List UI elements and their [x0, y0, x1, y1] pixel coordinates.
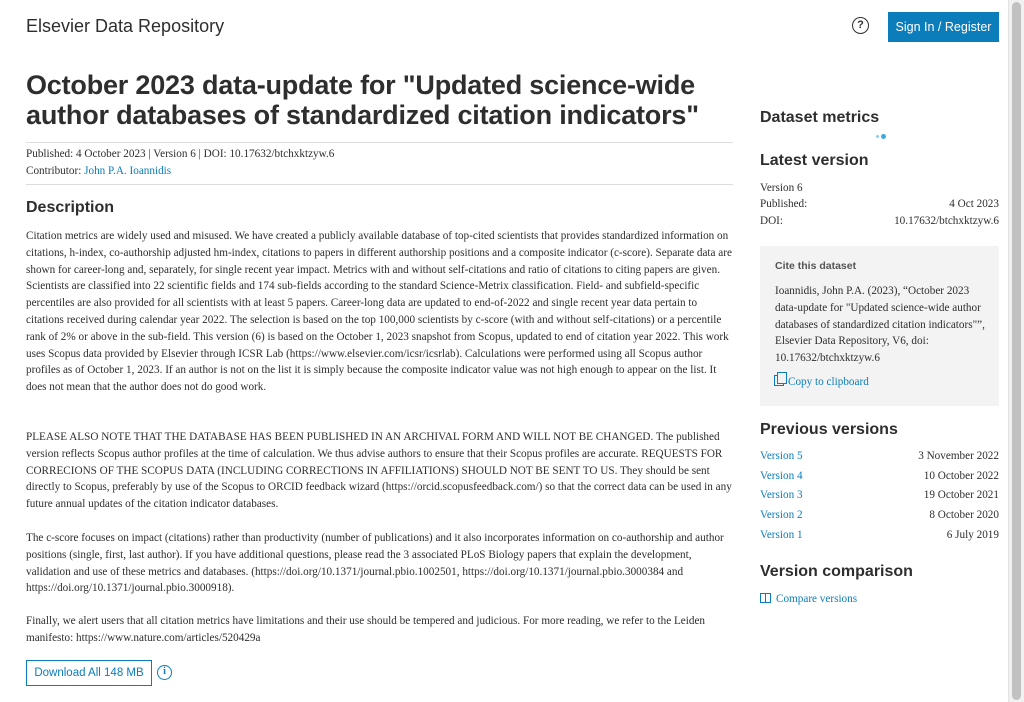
- version-comparison-heading: Version comparison: [760, 563, 913, 580]
- previous-version-row: [760, 509, 999, 525]
- divider: [26, 142, 733, 143]
- version-link[interactable]: Version 1: [760, 529, 803, 541]
- previous-version-row: [760, 489, 999, 505]
- version-date: 3 November 2022: [918, 450, 999, 462]
- cite-dataset-label: Cite this dataset: [775, 260, 857, 272]
- page-scrollbar[interactable]: [1008, 0, 1024, 702]
- dataset-metrics-heading: Dataset metrics: [760, 109, 880, 126]
- citation-text: Ioannidis, John P.A. (2023), “October 2023 data-update for "Updated science-wide author databases of standardized citation indicators"”, Elsevier Data Repository, V6, doi: 10.17632/btchxktzyw.6: [775, 285, 985, 365]
- description-paragraph: Finally, we alert users that all citation metrics have limitations and their use should be tempered and judicious. For more reading, we refer to the Leiden manifesto: https://www.nature.com/articles/520429a: [26, 615, 706, 644]
- version-link[interactable]: Version 3: [760, 489, 803, 501]
- download-all-button[interactable]: Download All 148 MB: [26, 660, 152, 686]
- previous-version-row: [760, 450, 999, 466]
- sign-in-register-button[interactable]: Sign In / Register: [888, 12, 999, 42]
- compare-icon: [760, 593, 771, 603]
- previous-version-row: [760, 529, 999, 545]
- contributor-link[interactable]: John P.A. Ioannidis: [84, 165, 172, 177]
- doi-label: DOI:: [760, 215, 783, 227]
- version-link[interactable]: Version 4: [760, 470, 803, 482]
- loading-dots-icon: [876, 134, 890, 140]
- version-date: 8 October 2020: [929, 509, 999, 521]
- scrollbar-thumb[interactable]: [1012, 2, 1021, 700]
- description-heading: Description: [26, 199, 115, 216]
- version-date: 6 July 2019: [946, 529, 999, 541]
- latest-version-label: Version 6: [760, 182, 803, 194]
- published-label: Published:: [760, 198, 808, 210]
- compare-label: Compare versions: [776, 593, 858, 605]
- top-header: [0, 0, 1024, 54]
- version-link[interactable]: Version 2: [760, 509, 803, 521]
- previous-version-row: [760, 470, 999, 486]
- previous-versions-heading: Previous versions: [760, 421, 898, 438]
- latest-version-heading: Latest version: [760, 152, 869, 169]
- contributor-label: Contributor:: [26, 165, 82, 177]
- latest-version-number: [760, 182, 999, 194]
- version-date: 10 October 2022: [923, 470, 999, 482]
- description-paragraph: PLEASE ALSO NOTE THAT THE DATABASE HAS BEEN PUBLISHED IN AN ARCHIVAL FORM AND WILL NOT BE CHANGED. The published version reflects Scopus author profiles at the time of calculation. We thus advise authors to ensure that their Scopus profiles are accurate. REQUESTS FOR CORRECIONS OF THE SCOPUS DATA (INCLUDING CORRECTIONS IN AFFILIATIONS) SHOULD NOT BE SENT TO US. They should be sent directly to Scopus, preferably by use of the Scopus to ORCID feedback wizard (https://orcid.scopusfeedback.com/) so that the correct data can be used in any future annual updates of the citation indicator databases.: [26, 431, 732, 511]
- version-link[interactable]: Version 5: [760, 450, 803, 462]
- help-icon[interactable]: ?: [852, 17, 869, 34]
- divider: [26, 184, 733, 185]
- description-paragraph: The c-score focuses on impact (citations) rather than productivity (number of publications) and it also incorporates information on co-authorship and author positions (single, first, last author). If you have additional questions, please read the 3 associated PLoS Biology papers that explain the development, validation and use of these metrics and databases. (https://doi.org/10.1371/journal.pbio.1002501, https://doi.org/10.1371/journal.pbio.3000384 and https://doi.org/10.1371/journal.pbio.3000918).: [26, 532, 724, 595]
- published-value: 4 Oct 2023: [949, 198, 999, 210]
- version-date: 19 October 2021: [923, 489, 999, 501]
- copy-to-clipboard-button[interactable]: [774, 375, 869, 388]
- brand-name[interactable]: Elsevier Data Repository: [26, 16, 225, 36]
- description-paragraph: Citation metrics are widely used and misused. We have created a publicly available database of top-cited scientists that provides standardized information on citations, h-index, co-authorship adjusted hm-index, citations to papers in different authorship positions and a composite indicator (c-score). Separate data are shown for career-long and, separately, for single recent year impact. Metrics with and without self-citations and ratio of citations to citing papers are given. Scientists are classified into 22 scientific fields and 174 sub-fields according to the standard Science-Metrix classification. Field- and subfield-specific percentiles are also provided for all scientists with at least 5 papers. Career-long data are updated to end-of-2022 and single recent year data pertain to citations received during calendar year 2022. The selection is based on the top 100,000 scientists by c-score (with and without self-citations) or a percentile rank of 2% or above in the sub-field. This version (6) is based on the October 1, 2023 snapshot from Scopus, updated to end of citation year 2022. This work uses Scopus data provided by Elsevier through ICSR Lab (https://www.elsevier.com/icsr/icsrlab). Calculations were performed using all Scopus author profiles as of October 1, 2023. If an author is not on the list it is simply because the composite indicator value was not high enough to appear on the list. It does not mean that the author does not do good work.: [26, 230, 732, 394]
- contributor-line: [26, 165, 171, 177]
- latest-doi-row: [760, 215, 999, 227]
- info-icon[interactable]: i: [157, 665, 172, 680]
- latest-published-row: [760, 198, 999, 210]
- copy-label: Copy to clipboard: [788, 376, 869, 388]
- compare-versions-link[interactable]: [760, 593, 857, 605]
- doi-value: 10.17632/btchxktzyw.6: [894, 215, 999, 227]
- page-title: October 2023 data-update for "Updated science-wide author databases of standardized citation indicators": [26, 70, 699, 130]
- copy-icon: [774, 375, 784, 386]
- cite-dataset-box: [760, 246, 999, 406]
- published-line: Published: 4 October 2023 | Version 6 | DOI: 10.17632/btchxktzyw.6: [26, 148, 335, 160]
